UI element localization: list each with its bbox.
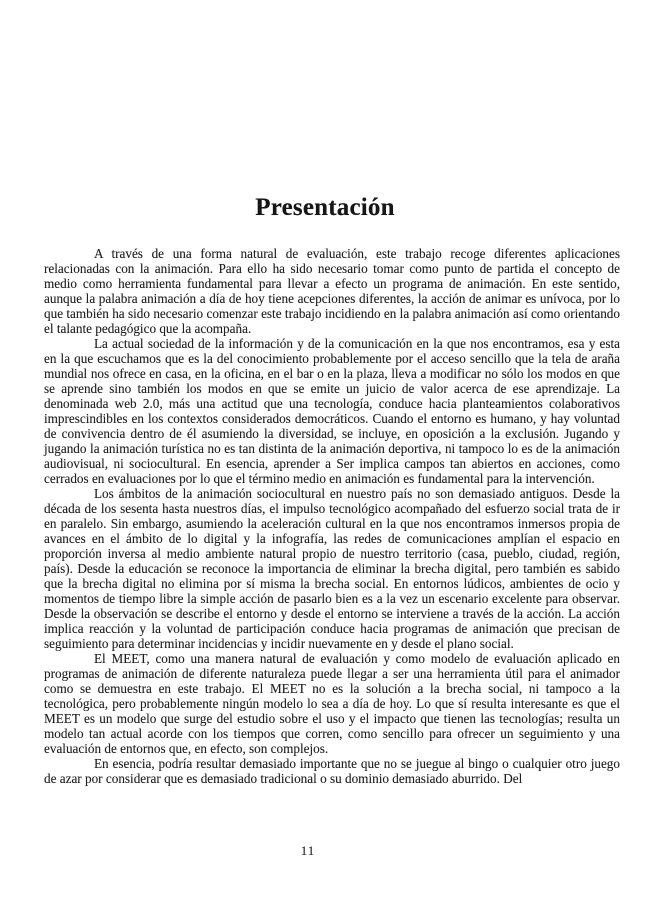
page-number: 11	[300, 843, 316, 858]
page-title: Presentación	[255, 194, 395, 221]
paragraph-4: El MEET, como una manera natural de evaluación y como modelo de evaluación aplicado en programas de animación de diferente naturaleza puede llegar a ser una herramienta útil para el animador como se demuestra en este trabajo. El MEET no es la solución a la brecha social, ni tampoco a la tecnológica, pero probablemente ningún modelo lo sea a día de hoy. Lo que sí resulta interesante es que el MEET es un modelo que surge del estudio sobre el uso y el impacto que tienen las tecnologías; resulta un modelo tan actual acorde con los tiempos que corren, como sencillo para ofrecer un seguimiento y una evaluación de entornos que, en efecto, son complejos.	[44, 651, 620, 756]
paragraph-1: A través de una forma natural de evaluación, este trabajo recoge diferentes aplicaciones relacionadas con la animación. Para ello ha sido necesario tomar como punto de partida el concepto de medio como herramienta fundamental para llevar a efecto un programa de animación. En este sentido, aunque la palabra animación a día de hoy tiene acepciones diferentes, la acción de animar es unívoca, por lo que también ha sido necesario comenzar este trabajo incidiendo en la palabra animación así como orientando el talante pedagógico que la acompaña.	[44, 246, 620, 336]
paragraph-2: La actual sociedad de la información y de la comunicación en la que nos encontramos, esa y esta en la que escuchamos que es la del conocimiento probablemente por el acceso sencillo que la tela de araña mundial nos ofrece en casa, en la oficina, en el bar o en la plaza, lleva a modificar no sólo los modos en que se aprende sino también los modos en que se emite un juicio de valor acerca de ese aprendizaje. La denominada web 2.0, más una actitud que una tecnología, conduce hacia planteamientos colaborativos imprescindibles en los contextos considerados democráticos. Cuando el entorno es humano, y hay voluntad de convivencia dentro de él asumiendo la diversidad, se incluye, en oposición a la exclusión. Jugando y jugando la animación turística no es tan distinta de la animación deportiva, ni tampoco lo es de la animación audiovisual, ni sociocultural. En esencia, aprender a Ser implica campos tan abiertos en acciones, como cerrados en evaluaciones por lo que el término medio en animación es fundamental para la intervención.	[44, 336, 620, 486]
paragraph-5: En esencia, podría resultar demasiado importante que no se juegue al bingo o cualquier otro juego de azar por considerar que es demasiado tradicional o su dominio demasiado aburrido. Del	[44, 756, 620, 786]
body-text	[44, 246, 620, 786]
paragraph-3: Los ámbitos de la animación sociocultural en nuestro país no son demasiado antiguos. Desde la década de los sesenta hasta nuestros días, el impulso tecnológico acompañado del esfuerzo social trata de ir en paralelo. Sin embargo, asumiendo la aceleración cultural en la que nos encontramos inmersos propia de avances en el ámbito de lo digital y la infografía, las redes de comunicaciones amplían el espacio en proporción inversa al medio ambiente natural propio de nuestro territorio (casa, pueblo, ciudad, región, país). Desde la educación se reconoce la importancia de eliminar la brecha digital, pero también es sabido que la brecha digital no elimina por sí misma la brecha social. En entornos lúdicos, ambientes de ocio y momentos de tiempo libre la simple acción de pasarlo bien es a la vez un escenario excelente para observar. Desde la observación se describe el entorno y desde el entorno se interviene a través de la acción. La acción implica reacción y la voluntad de participación conduce hacia programas de animación que precisan de seguimiento para determinar incidencias y incidir nuevamente en y desde el plano social.	[44, 486, 620, 651]
